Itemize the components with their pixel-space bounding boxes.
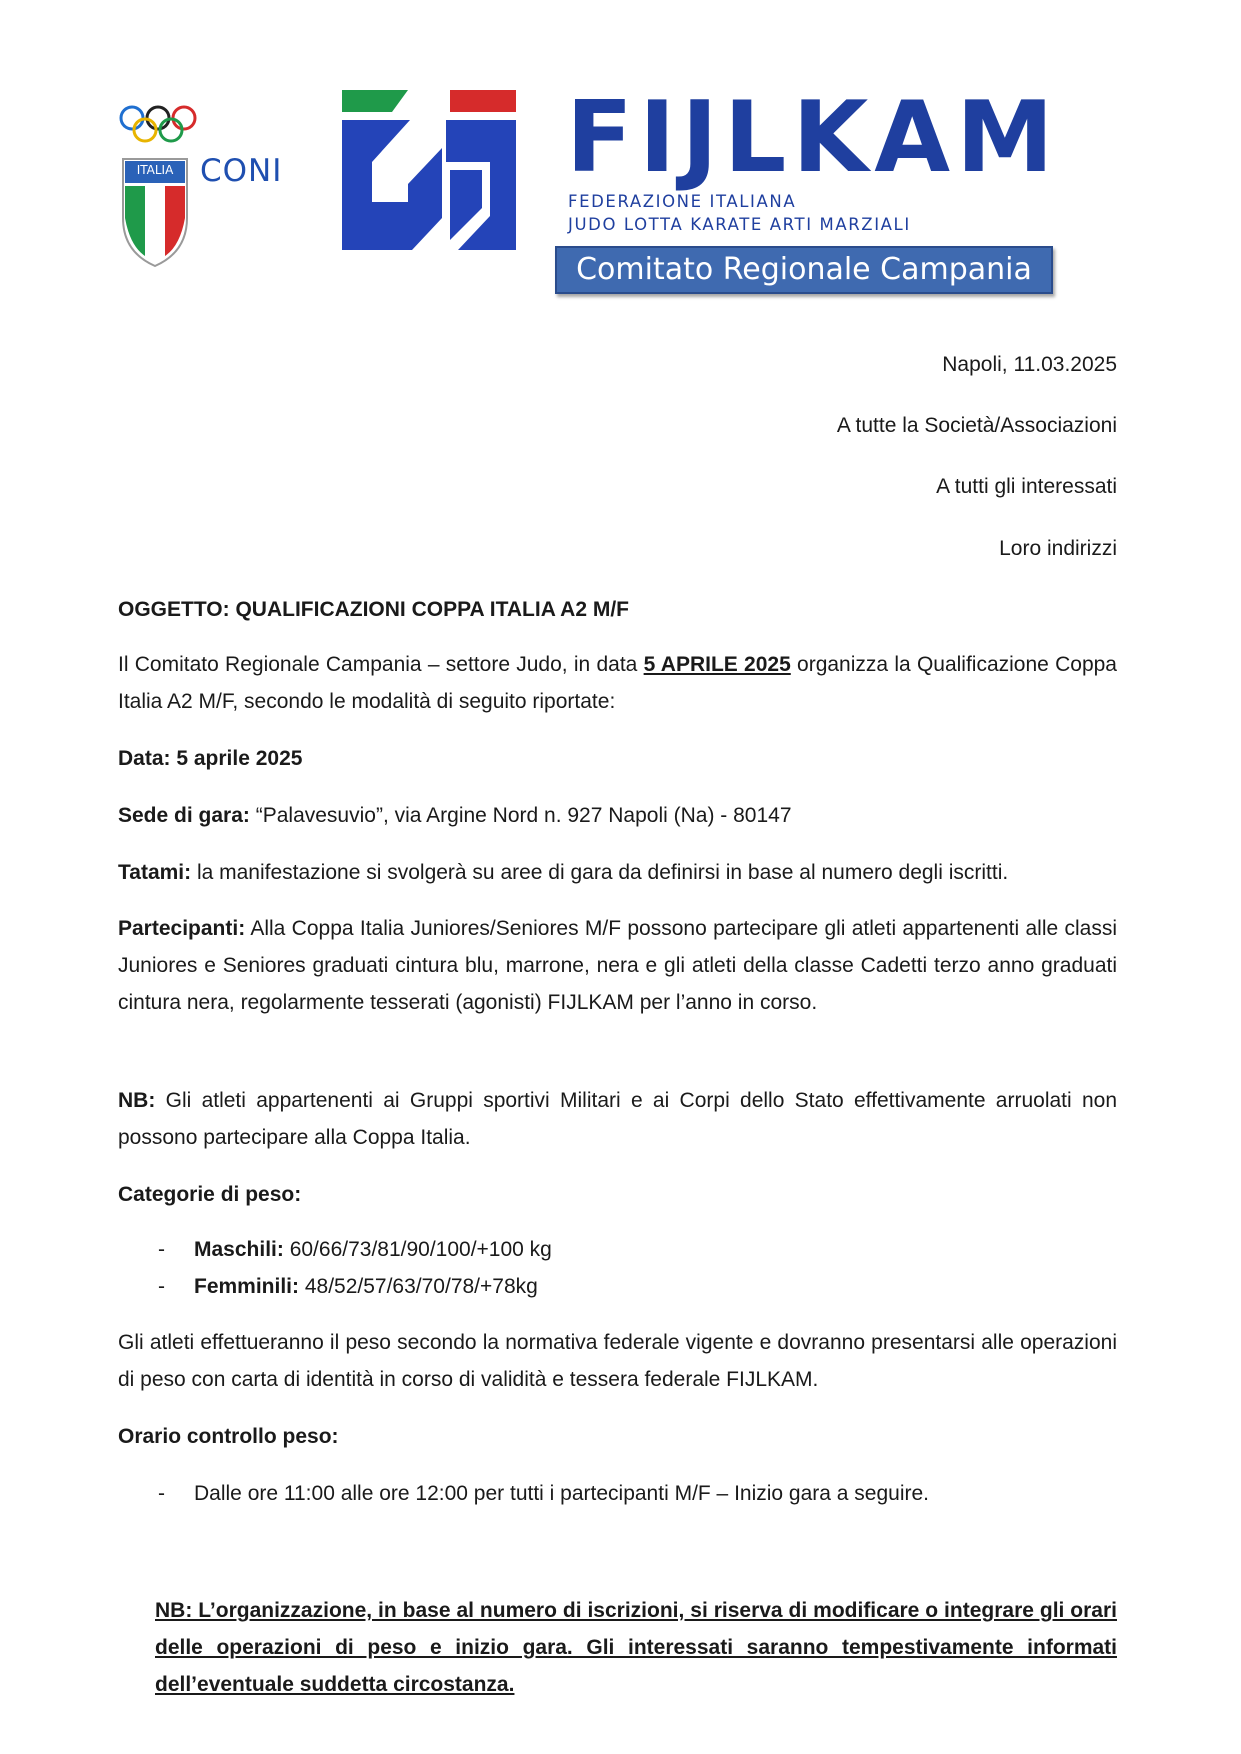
coni-label: CONI bbox=[200, 153, 283, 189]
list-item-orario bbox=[158, 1475, 1118, 1512]
orario-heading bbox=[118, 1418, 1118, 1455]
subject-line bbox=[118, 591, 1118, 628]
femminili-label: Femminili: bbox=[194, 1275, 300, 1298]
partecipanti-label: Partecipanti: bbox=[118, 917, 246, 940]
tatami-label: Tatami: bbox=[118, 861, 192, 884]
bullet-dash: - bbox=[158, 1238, 165, 1261]
categorie-heading bbox=[118, 1176, 1118, 1213]
partecipanti-value: Alla Coppa Italia Juniores/Seniores M/F possono partecipare gli atleti appartenenti alle classi Juniores e Seniores graduati cintura blu, marrone, nera e gli atleti della classe Cadetti terzo anno graduati cintura nera, regolarmente tesserati (agonisti) FIJLKAM per l’anno in corso. bbox=[118, 917, 1117, 1014]
tatami-value: la manifestazione si svolgerà su aree di gara da definirsi in base al numero degli iscritti. bbox=[191, 861, 1009, 884]
nb-label: NB: bbox=[118, 1089, 156, 1112]
maschili-value: 60/66/73/81/90/100/+100 kg bbox=[283, 1238, 552, 1261]
partecipanti-paragraph bbox=[118, 910, 1117, 1021]
intro-date: 5 APRILE 2025 bbox=[643, 653, 791, 676]
fijlkam-emblem-icon bbox=[342, 90, 516, 252]
nb-value: Gli atleti appartenenti ai Gruppi sportivi Militari e ai Corpi dello Stato effettivamente arruolati non possono partecipare alla Coppa Italia. bbox=[118, 1089, 1117, 1149]
place-date: Napoli, 11.03.2025 bbox=[942, 353, 1117, 376]
peso-note-paragraph: Gli atleti effettueranno il peso secondo la normativa federale vigente e dovranno presentarsi alle operazioni di peso con carta di identità in corso di validità e tessera federale FIJLKAM. bbox=[118, 1331, 1117, 1391]
italia-shield-label: ITALIA bbox=[136, 163, 174, 177]
tatami-line bbox=[118, 854, 1128, 891]
sede-value: “Palavesuvio”, via Argine Nord n. 927 Napoli (Na) - 80147 bbox=[249, 804, 792, 827]
coni-logo bbox=[118, 103, 298, 273]
federation-line-1: FEDERAZIONE ITALIANA bbox=[568, 192, 797, 211]
recipient-line-2: A tutti gli interessati bbox=[936, 475, 1117, 498]
intro-text-before: Il Comitato Regionale Campania – settore Judo, in data bbox=[118, 653, 644, 676]
intro-text-after: organizza la Qualificazione Coppa Italia A2 M/F, secondo le modalità di seguito riportate: bbox=[118, 653, 1117, 713]
recipient-line-1: A tutte la Società/Associazioni bbox=[836, 414, 1117, 437]
sede-label: Sede di gara: bbox=[118, 804, 250, 827]
categorie-label: Categorie di peso: bbox=[118, 1183, 302, 1206]
bullet-dash: - bbox=[158, 1482, 165, 1505]
list-item-maschili bbox=[158, 1231, 1118, 1268]
data-line bbox=[118, 740, 1118, 777]
recipient-line-3: Loro indirizzi bbox=[999, 537, 1117, 560]
list-item-femminili bbox=[158, 1268, 1118, 1305]
intro-paragraph bbox=[118, 646, 1117, 720]
fijlkam-title: FIJLKAM bbox=[566, 81, 1060, 195]
olympic-rings-icon bbox=[118, 103, 200, 149]
maschili-label: Maschili: bbox=[194, 1238, 284, 1261]
data-text: Data: 5 aprile 2025 bbox=[118, 747, 303, 770]
sede-line bbox=[118, 797, 1118, 834]
nb-military-paragraph bbox=[118, 1082, 1117, 1156]
subject-text: OGGETTO: QUALIFICAZIONI COPPA ITALIA A2 M/F bbox=[118, 598, 629, 621]
bullet-dash: - bbox=[158, 1275, 165, 1298]
orario-value: Dalle ore 11:00 alle ore 12:00 per tutti i partecipanti M/F – Inizio gara a seguire. bbox=[194, 1482, 930, 1505]
federation-line-2: JUDO LOTTA KARATE ARTI MARZIALI bbox=[568, 215, 911, 234]
nb-organization-text: NB: L’organizzazione, in base al numero di iscrizioni, si riserva di modificare o integrare gli orari delle operazioni di peso e inizio gara. Gli interessati saranno tempestivamente informati dell’eventuale suddetta circostanza. bbox=[155, 1599, 1117, 1696]
orario-label: Orario controllo peso: bbox=[118, 1425, 339, 1448]
nb-organization-paragraph bbox=[155, 1592, 1117, 1703]
committee-banner: Comitato Regionale Campania bbox=[555, 246, 1053, 294]
femminili-value: 48/52/57/63/70/78/+78kg bbox=[299, 1275, 538, 1298]
